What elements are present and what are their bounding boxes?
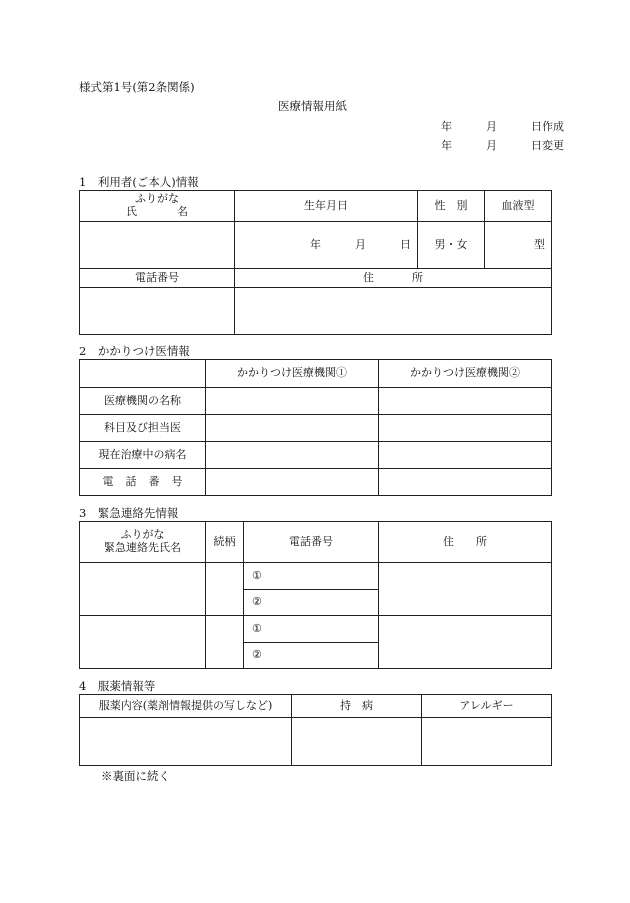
institution-2-name-cell[interactable]: [379, 388, 552, 415]
furigana-name-header: [80, 191, 235, 222]
created-day-label: 日作成: [531, 120, 564, 133]
institution-1-department-cell[interactable]: [206, 415, 379, 442]
blood-type-input-cell[interactable]: 型: [485, 222, 552, 269]
institution-1-phone-cell[interactable]: [206, 469, 379, 496]
chronic-illness-header: 持 病: [292, 695, 422, 718]
doctor-phone-label: 電 話 番 号: [80, 469, 206, 496]
contact-1-phone-1-cell[interactable]: ①: [244, 563, 379, 590]
chronic-illness-input-cell[interactable]: [292, 718, 422, 766]
contact-2-address-cell[interactable]: [379, 616, 552, 669]
birthdate-header: 生年月日: [235, 191, 418, 222]
contact-2-phone-1-cell[interactable]: ①: [244, 616, 379, 643]
name-input-cell[interactable]: [80, 222, 235, 269]
medication-input-cell[interactable]: [80, 718, 292, 766]
contact-2-relation-cell[interactable]: [206, 616, 244, 669]
section1-heading: 1 利用者(ご本人)情報: [79, 175, 199, 189]
institution-1-name-cell[interactable]: [206, 388, 379, 415]
gender-select-cell[interactable]: 男・女: [418, 222, 485, 269]
relation-header: 続柄: [206, 522, 244, 563]
furigana-label: ふりがな: [135, 192, 179, 206]
created-month-label: 月: [486, 120, 497, 133]
emergency-contact-table: [79, 521, 552, 669]
current-illness-label: 現在治療中の病名: [80, 442, 206, 469]
contact-furigana-label: ふりがな: [120, 528, 165, 542]
doctor-info-table: [79, 359, 552, 496]
institution-1-illness-cell[interactable]: [206, 442, 379, 469]
form-number: 様式第1号(第2条関係): [79, 80, 195, 94]
institution-2-department-cell[interactable]: [379, 415, 552, 442]
address-input-cell[interactable]: [235, 288, 552, 335]
institution-1-header: かかりつけ医療機関①: [206, 360, 379, 388]
contact-name-label: 緊急連絡先氏名: [104, 541, 181, 554]
changed-date-line: [441, 140, 564, 151]
doctor-corner-cell: [80, 360, 206, 388]
address-header: 住 所: [235, 269, 552, 288]
institution-name-label: 医療機関の名称: [80, 388, 206, 415]
gender-header: 性 別: [418, 191, 485, 222]
changed-day-label: 日変更: [531, 139, 564, 152]
created-year-label: 年: [441, 120, 452, 133]
institution-2-phone-cell[interactable]: [379, 469, 552, 496]
page-title: 医療情報用紙: [278, 99, 347, 113]
continued-note: ※裏面に続く: [101, 769, 170, 783]
section2-heading: 2 かかりつけ医情報: [79, 344, 190, 358]
birthdate-input-cell[interactable]: 年 月 日: [235, 222, 418, 269]
changed-year-label: 年: [441, 139, 452, 152]
institution-2-illness-cell[interactable]: [379, 442, 552, 469]
contact-1-relation-cell[interactable]: [206, 563, 244, 616]
department-doctor-label: 科目及び担当医: [80, 415, 206, 442]
phone-input-cell[interactable]: [80, 288, 235, 335]
section3-heading: 3 緊急連絡先情報: [79, 506, 179, 520]
contact-1-address-cell[interactable]: [379, 563, 552, 616]
user-info-table: [79, 190, 552, 335]
contact-1-name-cell[interactable]: [80, 563, 206, 616]
institution-2-header: かかりつけ医療機関②: [379, 360, 552, 388]
medication-table: [79, 694, 552, 766]
contact-2-phone-2-cell[interactable]: ②: [244, 643, 379, 669]
contact-name-header: [80, 522, 206, 563]
section4-heading: 4 服薬情報等: [79, 679, 156, 693]
medication-header: 服薬内容(薬剤情報提供の写しなど): [80, 695, 292, 718]
phone-header: 電話番号: [80, 269, 235, 288]
blood-type-header: 血液型: [485, 191, 552, 222]
allergy-input-cell[interactable]: [422, 718, 552, 766]
contact-2-name-cell[interactable]: [80, 616, 206, 669]
allergy-header: アレルギー: [422, 695, 552, 718]
contact-address-header: 住 所: [379, 522, 552, 563]
contact-phone-header: 電話番号: [244, 522, 379, 563]
changed-month-label: 月: [486, 139, 497, 152]
created-date-line: [441, 121, 564, 132]
name-label: 氏 名: [126, 205, 188, 218]
contact-1-phone-2-cell[interactable]: ②: [244, 590, 379, 616]
